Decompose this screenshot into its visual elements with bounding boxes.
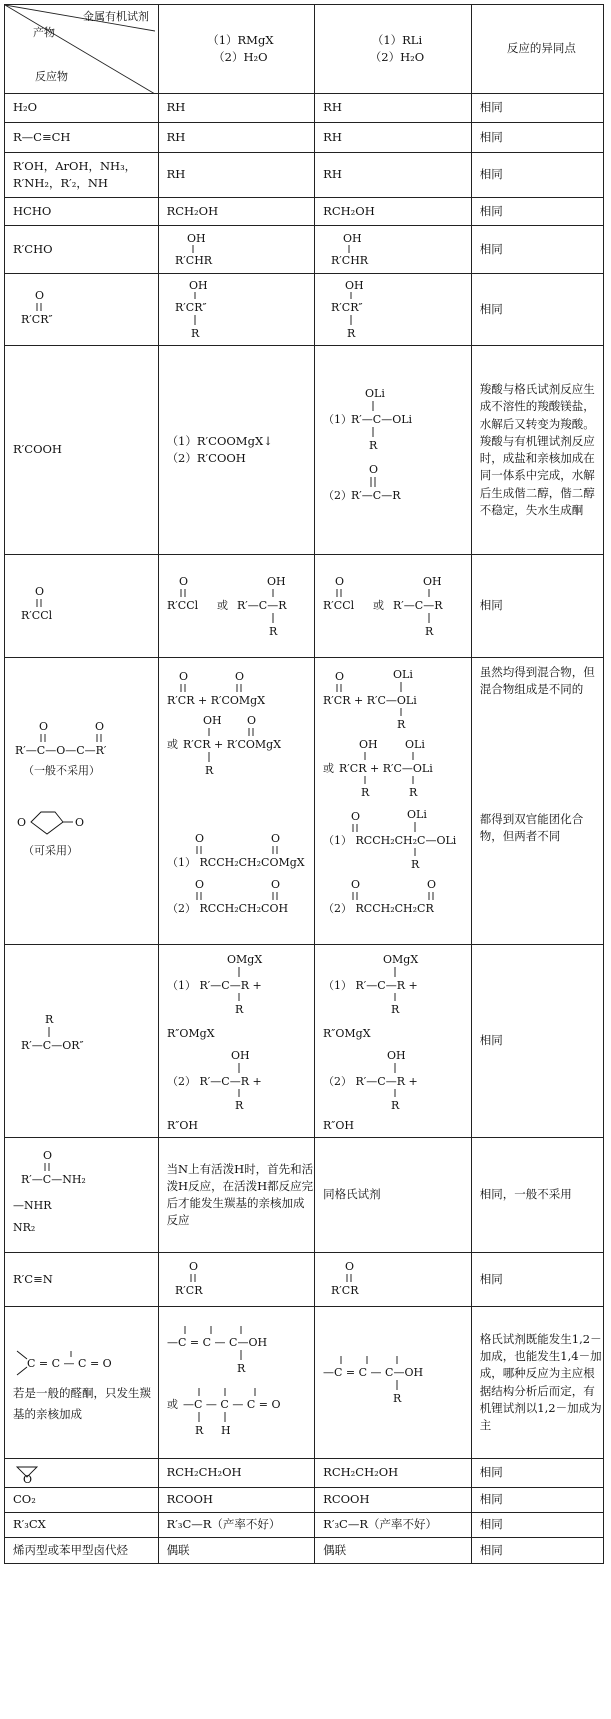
reactant-cell: R′₃CX <box>5 1513 159 1538</box>
oli-label: OLi <box>407 808 428 821</box>
diff-cell: 相同 <box>471 153 603 198</box>
r-label: R <box>194 1423 203 1437</box>
r-label: R <box>204 764 213 777</box>
table-row <box>5 1307 604 1459</box>
formula-label: —C = C — C—OH <box>166 1335 267 1349</box>
header-rmgx-line1: （1）RMgX <box>207 32 274 47</box>
r-label: R <box>234 1099 243 1112</box>
rmgx-cell <box>158 1253 315 1307</box>
diff-note: 虽然均得到混合物，但混合物组成是不同的 <box>479 665 595 697</box>
o-label: O <box>335 575 345 588</box>
reactant-cell: R′CHO <box>5 226 159 274</box>
formula-label: R′CCl <box>323 599 355 612</box>
corner-reactant-label: 反应物 <box>35 70 68 83</box>
formula-label: R′CR <box>174 1283 203 1297</box>
rli-cell <box>315 346 472 555</box>
oh-label: OH <box>230 1049 250 1062</box>
diff-cell: 相同 <box>471 123 603 153</box>
rli-cell: 同格氏试剂 <box>315 1138 472 1253</box>
o-label: O <box>335 670 345 683</box>
rmgx-cell <box>158 274 315 346</box>
rmgx-cell: RCOOH <box>158 1488 315 1513</box>
note-label: （可采用） <box>23 844 78 857</box>
formula-label: R″OH <box>323 1119 355 1132</box>
r-label: R <box>347 326 356 340</box>
diff-cell: 相同 <box>471 1459 603 1488</box>
table-row <box>5 1459 604 1488</box>
diff-cell: 格氏试剂既能发生1,2－加成，也能发生1,4－加成，哪种反应为主应根据结构分析后而定，有机锂试剂以1,2－加成为主 <box>471 1307 603 1459</box>
rmgx-anhydride-products <box>167 666 307 936</box>
table-row <box>5 1538 604 1564</box>
rli-cell: RCH₂CH₂OH <box>315 1459 472 1488</box>
rmgx-tertiary-alcohol-structure <box>167 277 297 343</box>
table-row <box>5 153 604 198</box>
step-label: （2） <box>323 489 353 502</box>
rli-ester-products <box>323 951 463 1131</box>
r-label: R <box>234 1003 243 1016</box>
formula-label: R′—C—R <box>236 599 287 612</box>
oh-label: OH <box>186 231 206 245</box>
rli-enone-product <box>323 1348 463 1418</box>
or-label: 或 <box>323 762 335 775</box>
oli-label: OLi <box>405 738 426 751</box>
rmgx-cell: R′₃C—R（产率不好） <box>158 1513 315 1538</box>
formula-label: R′—C—R <box>393 599 443 612</box>
formula-label: R′CHR <box>174 253 212 267</box>
formula-label: R′CCl <box>21 609 53 622</box>
reactant-cell <box>5 658 159 945</box>
rli-cell <box>315 226 472 274</box>
o-label: O <box>270 832 280 845</box>
diff-cell: 相同 <box>471 94 603 123</box>
note-label: （一般不采用） <box>23 764 100 777</box>
formula-label: R′CR″ <box>331 300 363 314</box>
rli-secondary-alcohol-structure <box>323 230 453 270</box>
r-label: R <box>190 326 199 340</box>
diff-cell: 相同 <box>471 945 603 1138</box>
rmgx-line: （2）R′COOH <box>166 451 246 465</box>
anhydride-structures <box>13 716 153 886</box>
diff-cell: 相同 <box>471 274 603 346</box>
o-label: O <box>351 878 361 891</box>
corner-reagent-label: 金属有机试剂 <box>83 10 149 23</box>
rmgx-cell: RCH₂CH₂OH <box>158 1459 315 1488</box>
diff-cell: 相同 <box>471 198 603 226</box>
formula-label: （1） R′—C—R + <box>323 979 418 992</box>
rmgx-cell: 偶联 <box>158 1538 315 1564</box>
rmgx-secondary-alcohol-structure <box>167 230 297 270</box>
rmgx-cell <box>158 945 315 1138</box>
o-label: O <box>178 575 188 588</box>
reactant-cell: R′C≡N <box>5 1253 159 1307</box>
r-label: R <box>391 1003 400 1016</box>
reactant-cell: H₂O <box>5 94 159 123</box>
rmgx-cell: RCH₂OH <box>158 198 315 226</box>
diff-cell: 相同 <box>471 1513 603 1538</box>
o-label: O <box>43 1149 53 1162</box>
table-row <box>5 226 604 274</box>
ketone-structure <box>13 285 143 335</box>
or-label: 或 <box>166 738 178 751</box>
header-rli <box>315 5 472 94</box>
formula-label: R′—C—OR″ <box>21 1039 84 1052</box>
formula-label: R″OMgX <box>166 1027 215 1040</box>
rmgx-cell <box>158 555 315 658</box>
formula-label: R′CR″ <box>174 300 207 314</box>
header-diff: 反应的异同点 <box>471 5 603 94</box>
header-rmgx <box>158 5 315 94</box>
reactant-cell: R—C≡CH <box>5 123 159 153</box>
rli-cell <box>315 1253 472 1307</box>
or-label: 或 <box>216 599 228 612</box>
table-row <box>5 198 604 226</box>
oh-label: OH <box>266 575 286 588</box>
table-row <box>5 1253 604 1307</box>
table-row <box>5 94 604 123</box>
r-label: R <box>45 1013 54 1026</box>
rmgx-cell: RH <box>158 94 315 123</box>
diff-cell: 相同 <box>471 1488 603 1513</box>
o-label: O <box>194 878 204 891</box>
formula-label: （1） R′—C—R + <box>166 979 262 992</box>
oh-label: OH <box>359 738 378 751</box>
rmgx-ester-products <box>167 951 307 1131</box>
o-label: O <box>351 810 361 823</box>
rmgx-enone-products <box>167 1318 307 1448</box>
rli-cell: RH <box>315 153 472 198</box>
formula-label: R′CR + R′COMgX <box>166 694 265 707</box>
rli-cell: 偶联 <box>315 1538 472 1564</box>
formula-label: C = C — C = O <box>27 1357 112 1371</box>
rli-acid-structures <box>323 385 463 515</box>
rmgx-cell: RH <box>158 153 315 198</box>
epoxide-icon <box>13 1461 73 1485</box>
formula-label: R′CR + R′COMgX <box>182 738 281 751</box>
diff-note: 都得到双官能团化合物，但两者不同 <box>479 811 584 843</box>
r-label: R <box>361 786 370 799</box>
oh-label: OH <box>188 278 208 292</box>
rli-cell: RCH₂OH <box>315 198 472 226</box>
header-rmgx-line2: （2）H₂O <box>213 50 268 64</box>
table-row <box>5 1488 604 1513</box>
rli-cell <box>315 555 472 658</box>
rmgx-cell <box>158 346 315 555</box>
formula-label: （2） R′—C—R + <box>166 1075 262 1088</box>
r-label: R <box>268 625 277 638</box>
header-rli-line2: （2）H₂O <box>369 50 425 64</box>
formula-label: —C = C — C—OH <box>323 1365 424 1379</box>
r-label: R <box>236 1361 245 1375</box>
formula-label: R″OMgX <box>323 1027 371 1040</box>
formula-label: R′—C—OLi <box>351 413 413 426</box>
formula-label: （2） RCCH₂CH₂CR <box>323 902 434 915</box>
step-label: （1） <box>323 413 353 426</box>
o-label: O <box>188 1259 198 1273</box>
rmgx-cell <box>158 658 315 945</box>
corner-header-cell <box>5 5 159 94</box>
formula-label: （1） RCCH₂CH₂C—OLi <box>323 834 457 847</box>
table-row <box>5 274 604 346</box>
rmgx-cell: 当N上有活泼H时，首先和活泼H反应，在活泼H都反应完后才能发生羰基的亲核加成反应 <box>158 1138 315 1253</box>
o-label: O <box>95 720 105 733</box>
rli-cell: RH <box>315 123 472 153</box>
diff-cell: 相同，一般不采用 <box>471 1138 603 1253</box>
table-row <box>5 123 604 153</box>
or-label: 或 <box>166 1397 178 1411</box>
oh-label: OH <box>343 231 362 245</box>
table-row <box>5 658 604 945</box>
formula-label: NR₂ <box>13 1221 36 1234</box>
o-label: O <box>17 816 27 829</box>
reactant-cell <box>5 153 159 198</box>
r-label: R <box>425 625 434 638</box>
rli-anhydride-products <box>323 666 463 936</box>
o-label: O <box>23 1473 33 1486</box>
formula-label: —C — C — C = O <box>182 1397 281 1411</box>
rli-cell <box>315 945 472 1138</box>
ester-structure <box>13 1011 143 1071</box>
reactant-cell: 烯丙型或苯甲型卤代烃 <box>5 1538 159 1564</box>
diff-cell: 相同 <box>471 555 603 658</box>
o-label: O <box>39 720 49 733</box>
formula-label: R′CCl <box>166 599 198 612</box>
rli-ketone-product <box>323 1258 453 1302</box>
diff-cell: 相同 <box>471 1253 603 1307</box>
rli-cell <box>315 658 472 945</box>
rmgx-acyl-products <box>167 571 307 641</box>
table-row <box>5 555 604 658</box>
rli-cell <box>315 1307 472 1459</box>
oli-label: OLi <box>393 668 414 681</box>
reactant-cell <box>5 274 159 346</box>
r-label: R <box>393 1391 402 1405</box>
formula-label: R′CHR <box>331 253 369 267</box>
header-rli-line1: （1）RLi <box>371 32 423 47</box>
diff-cell: 相同 <box>471 1538 603 1564</box>
r-label: R <box>391 1099 400 1112</box>
o-label: O <box>35 288 45 302</box>
header-row <box>5 5 604 94</box>
cyclic-anhydride-ring <box>31 812 63 834</box>
formula-label: R′CR + R′C—OLi <box>339 762 433 775</box>
or-label: 或 <box>373 599 385 612</box>
reactant-cell: R′COOH <box>5 346 159 555</box>
rli-tertiary-alcohol-structure <box>323 277 453 343</box>
h-label: H <box>220 1423 231 1437</box>
rli-cell: RCOOH <box>315 1488 472 1513</box>
rli-cell <box>315 274 472 346</box>
o-label: O <box>345 1259 355 1273</box>
reactant-cell <box>5 1138 159 1253</box>
formula-label: R′—C—R <box>351 489 401 502</box>
omgx-label: OMgX <box>226 953 262 966</box>
rmgx-cell <box>158 226 315 274</box>
o-label: O <box>427 878 437 891</box>
oh-label: OH <box>202 714 222 727</box>
formula-label: R″OH <box>166 1119 198 1132</box>
diff-cell: 羧酸与格氏试剂反应生成不溶性的羧酸镁盐，水解后又转变为羧酸。羧酸与有机锂试剂反应时，成盐和亲核加成在同一体系中完成，水解后生成偕二醇，偕二醇不稳定，失水生成酮 <box>471 346 603 555</box>
rmgx-cell: RH <box>158 123 315 153</box>
reactant-line: R′NH₂，R′₂，NH <box>13 176 108 190</box>
reactant-cell <box>5 555 159 658</box>
corner-product-label: 产物 <box>33 26 55 39</box>
formula-label: R′CR <box>331 1283 359 1297</box>
o-label: O <box>194 832 204 845</box>
formula-label: （2） RCCH₂CH₂COH <box>166 902 288 915</box>
reactant-cell: CO₂ <box>5 1488 159 1513</box>
r-label: R <box>369 439 378 452</box>
oh-label: OH <box>387 1049 406 1062</box>
r-label: R <box>411 858 420 871</box>
rli-cell: RH <box>315 94 472 123</box>
omgx-label: OMgX <box>383 953 419 966</box>
table-row <box>5 346 604 555</box>
o-label: O <box>234 670 244 683</box>
table-row <box>5 1138 604 1253</box>
amide-structure <box>13 1145 143 1245</box>
reactant-cell: HCHO <box>5 198 159 226</box>
oh-label: OH <box>423 575 442 588</box>
rli-cell: R′₃C—R（产率不好） <box>315 1513 472 1538</box>
diff-cell <box>471 658 603 945</box>
formula-label: R′—C—NH₂ <box>21 1173 86 1186</box>
reactant-cell <box>5 945 159 1138</box>
diff-cell: 相同 <box>471 226 603 274</box>
o-label: O <box>35 585 45 598</box>
formula-label: R′CR″ <box>21 312 53 326</box>
table-row <box>5 1513 604 1538</box>
reactant-line: R′OH，ArOH，NH₃， <box>13 158 137 173</box>
rmgx-ketone-product <box>167 1258 297 1302</box>
rmgx-cell <box>158 1307 315 1459</box>
rli-acyl-products <box>323 571 463 641</box>
oh-label: OH <box>345 278 364 292</box>
r-label: R <box>397 718 406 731</box>
o-label: O <box>75 816 85 829</box>
o-label: O <box>369 463 379 476</box>
formula-label: （1） RCCH₂CH₂COMgX <box>166 856 305 869</box>
formula-label: （2） R′—C—R + <box>323 1075 418 1088</box>
r-label: R <box>409 786 418 799</box>
reactant-note: 若是一般的醛酮，只发生羰基的亲核加成 <box>13 1386 151 1421</box>
o-label: O <box>178 670 188 683</box>
formula-label: R′CR + R′C—OLi <box>323 694 417 707</box>
acyl-chloride-structure <box>13 581 143 631</box>
oli-label: OLi <box>365 387 386 400</box>
o-label: O <box>270 878 280 891</box>
o-label: O <box>246 714 256 727</box>
formula-label: R′—C—O—C—R′ <box>15 744 107 757</box>
table-row <box>5 945 604 1138</box>
organometallic-comparison-table <box>4 4 604 1564</box>
reactant-cell <box>5 1307 159 1459</box>
formula-label: —NHR <box>13 1199 52 1212</box>
reactant-cell <box>5 1459 159 1488</box>
rmgx-line: （1）R′COOMgX↓ <box>166 433 273 448</box>
